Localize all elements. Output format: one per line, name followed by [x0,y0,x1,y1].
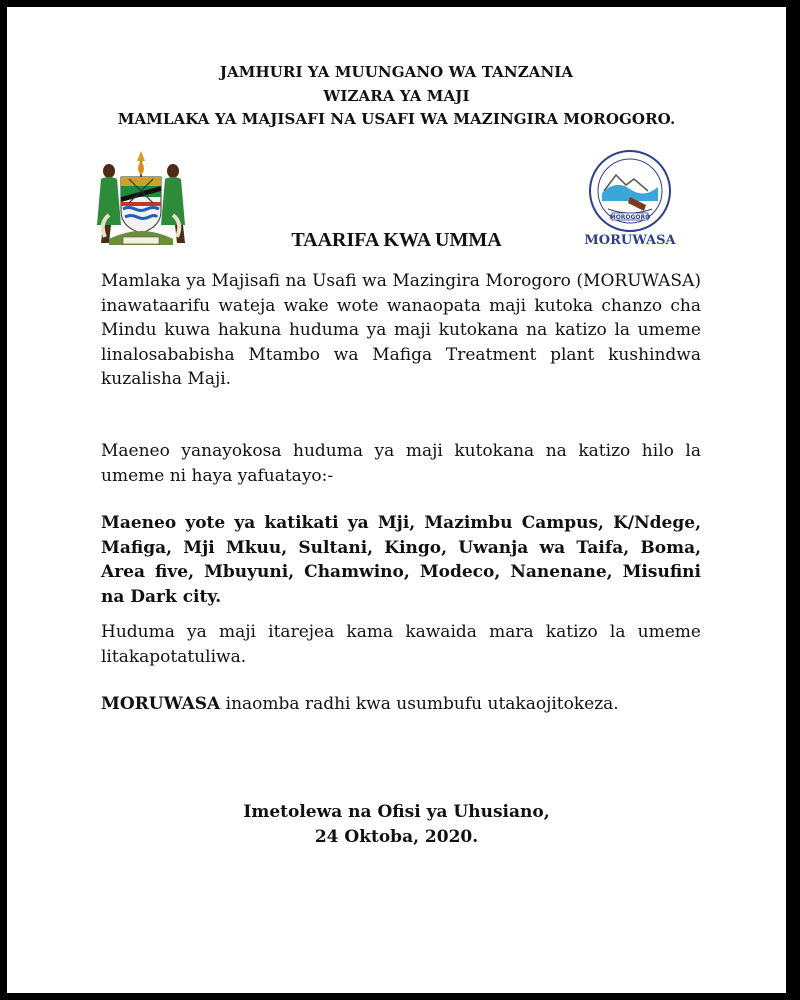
notice-title: TAARIFA KWA UMMA [291,229,502,251]
apology-text: inaomba radhi kwa usumbufu utakaojitokeza. [220,694,619,714]
paragraph-affected-areas: Maeneo yote ya katikati ya Mji, Mazimbu Campus, K/Ndege, Mafiga, Mji Mkuu, Sultani, Kingo, Uwanja wa Taifa, Boma, Area five, Mbuyuni, Chamwino, Modeco, Nanenane, Misufini na Dark city. [101,513,701,607]
notice-page [7,7,786,993]
paragraph-restoration: Huduma ya maji itarejea kama kawaida mara katizo la umeme litakapotatuliwa. [101,622,701,667]
logo-caption: MORUWASA [584,233,676,248]
paragraph-apology [101,692,701,717]
moruwasa-logo-icon [582,147,678,237]
paragraph-affected-intro: Maeneo yanayokosa huduma ya maji kutokana na katizo hilo la umeme ni haya yafuatayo:- [101,441,701,486]
logo-inner-text: MOROGORO [609,214,651,221]
header-authority: MAMLAKA YA MAJISAFI NA USAFI WA MAZINGIRA MOROGORO. [117,110,676,128]
header-country: JAMHURI YA MUUNGANO WA TANZANIA [219,63,574,81]
footer-date: 24 Oktoba, 2020. [314,827,479,847]
header-ministry: WIZARA YA MAJI [323,87,470,105]
footer-issuer: Imetolewa na Ofisi ya Uhusiano, [243,802,550,822]
paragraph-announcement: Mamlaka ya Majisafi na Usafi wa Mazingira Morogoro (MORUWASA) inawataarifu wateja wake wote wanaopata maji kutoka chanzo cha Mindu kuwa hakuna huduma ya maji kutokana na katizo la umeme linalosababisha Mtambo wa Mafiga Treatment plant kushindwa kuzalisha Maji. [101,271,701,389]
apology-org-name: MORUWASA [101,694,221,714]
